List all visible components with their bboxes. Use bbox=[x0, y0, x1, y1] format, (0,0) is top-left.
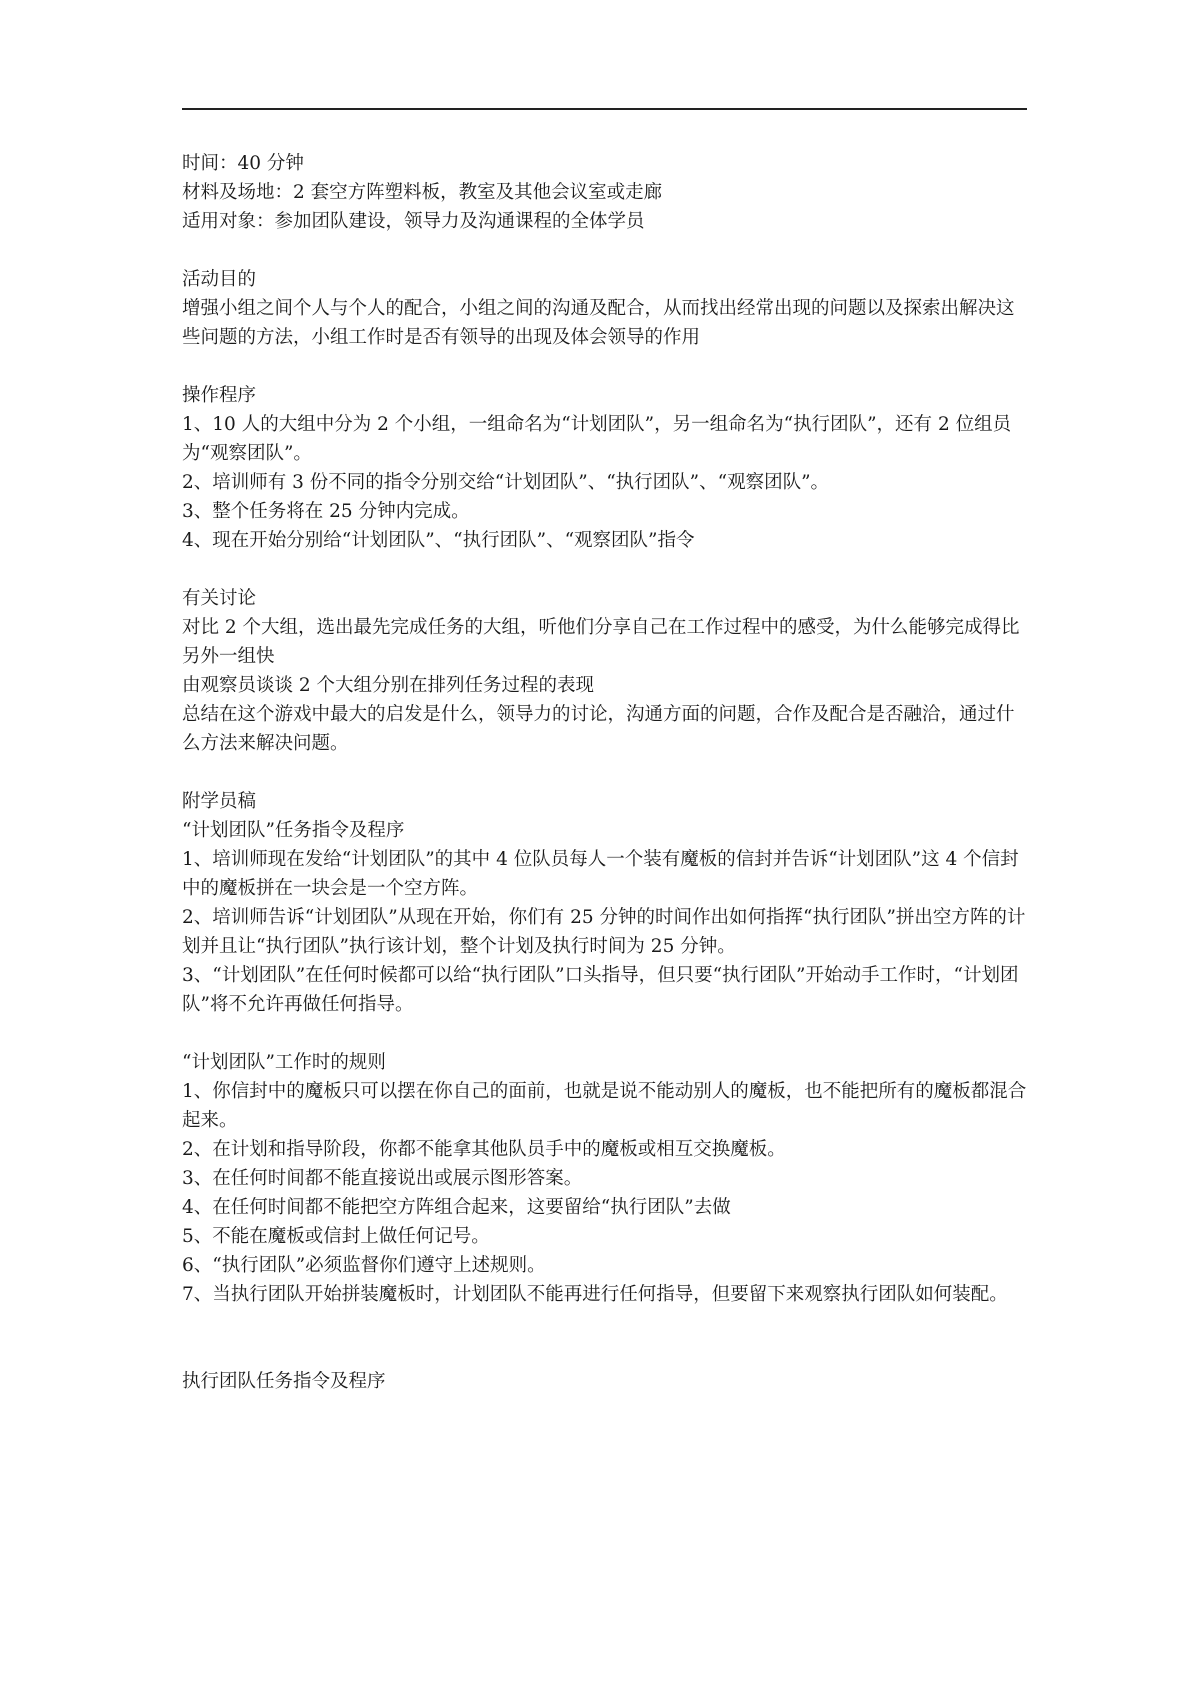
purpose-text: 增强小组之间个人与个人的配合，小组之间的沟通及配合，从而找出经常出现的问题以及探索出解决这些问题的方法，小组工作时是否有领导的出现及体会领导的作用 bbox=[182, 298, 1015, 348]
rules-item: 7、当执行团队开始拼装魔板时，计划团队不能再进行任何指导，但要留下来观察执行团队如何装配。 bbox=[182, 1284, 1008, 1305]
spacer bbox=[182, 352, 1027, 381]
execution-heading: 执行团队任务指令及程序 bbox=[182, 1371, 386, 1392]
purpose-heading: 活动目的 bbox=[182, 269, 257, 290]
procedure-item: 2、培训师有 3 份不同的指令分别交给“计划团队”、“执行团队”、“观察团队”。 bbox=[182, 472, 830, 493]
procedure-item: 3、整个任务将在 25 分钟内完成。 bbox=[182, 501, 470, 522]
rules-heading: “计划团队”工作时的规则 bbox=[182, 1052, 386, 1073]
appendix-item: 1、培训师现在发给“计划团队”的其中 4 位队员每人一个装有魔板的信封并告诉“计划团队”这 4 个信封中的魔板拼在一块会是一个空方阵。 bbox=[182, 849, 1019, 899]
meta-materials: 材料及场地：2 套空方阵塑料板，教室及其他会议室或走廊 bbox=[182, 182, 663, 203]
procedure-heading: 操作程序 bbox=[182, 385, 257, 406]
spacer bbox=[182, 758, 1027, 787]
spacer bbox=[182, 236, 1027, 265]
appendix-item: 2、培训师告诉“计划团队”从现在开始，你们有 25 分钟的时间作出如何指挥“执行团队”拼出空方阵的计划并且让“执行团队”执行该计划，整个计划及执行时间为 25 分钟。 bbox=[182, 907, 1026, 957]
meta-audience: 适用对象：参加团队建设，领导力及沟通课程的全体学员 bbox=[182, 211, 645, 232]
discussion-heading: 有关讨论 bbox=[182, 588, 257, 609]
rules-item: 1、你信封中的魔板只可以摆在你自己的面前，也就是说不能动别人的魔板，也不能把所有的魔板都混合起来。 bbox=[182, 1081, 1027, 1131]
spacer bbox=[182, 555, 1027, 584]
appendix-heading: 附学员稿 bbox=[182, 791, 257, 812]
discussion-item: 总结在这个游戏中最大的启发是什么，领导力的讨论，沟通方面的问题，合作及配合是否融洽，通过什么方法来解决问题。 bbox=[182, 704, 1015, 754]
procedure-item: 1、10 人的大组中分为 2 个小组，一组命名为“计划团队”，另一组命名为“执行团队”，还有 2 位组员为“观察团队”。 bbox=[182, 414, 1012, 464]
discussion-item: 由观察员谈谈 2 个大组分别在排列任务过程的表现 bbox=[182, 675, 595, 696]
appendix-subheading: “计划团队”任务指令及程序 bbox=[182, 820, 405, 841]
rules-item: 3、在任何时间都不能直接说出或展示图形答案。 bbox=[182, 1168, 583, 1189]
spacer bbox=[182, 1309, 1027, 1367]
discussion-item: 对比 2 个大组，选出最先完成任务的大组，听他们分享自己在工作过程中的感受，为什么能够完成得比另外一组快 bbox=[182, 617, 1020, 667]
rules-item: 4、在任何时间都不能把空方阵组合起来，这要留给“执行团队”去做 bbox=[182, 1197, 731, 1218]
rules-item: 2、在计划和指导阶段，你都不能拿其他队员手中的魔板或相互交换魔板。 bbox=[182, 1139, 786, 1160]
meta-time: 时间：40 分钟 bbox=[182, 153, 304, 174]
spacer bbox=[182, 1019, 1027, 1048]
rules-item: 5、不能在魔板或信封上做任何记号。 bbox=[182, 1226, 490, 1247]
appendix-item: 3、“计划团队”在任何时候都可以给“执行团队”口头指导，但只要“执行团队”开始动手工作时，“计划团队”将不允许再做任何指导。 bbox=[182, 965, 1019, 1015]
document-body bbox=[182, 149, 1027, 1396]
procedure-item: 4、现在开始分别给“计划团队”、“执行团队”、“观察团队”指令 bbox=[182, 530, 695, 551]
rules-item: 6、“执行团队”必须监督你们遵守上述规则。 bbox=[182, 1255, 546, 1276]
header-rule bbox=[182, 108, 1027, 110]
